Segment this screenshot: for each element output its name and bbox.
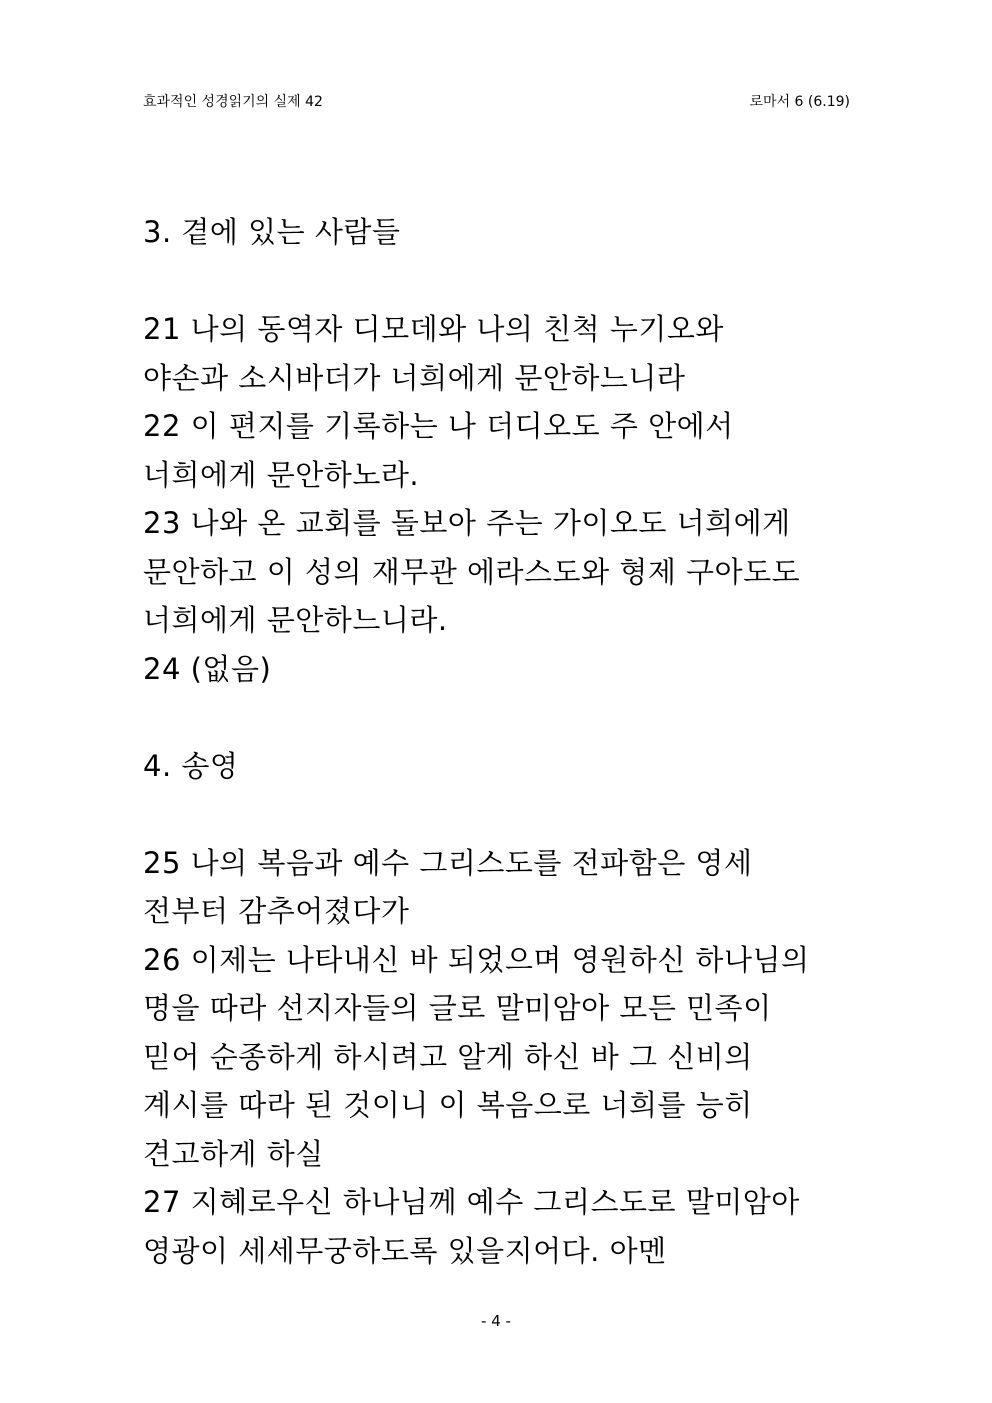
verse-line: 명을 따라 선지자들의 글로 말미암아 모든 민족이	[143, 991, 772, 1025]
verse-line: 계시를 따라 된 것이니 이 복음으로 너희를 능히	[143, 1088, 753, 1122]
verse-line: 21 나의 동역자 디모데와 나의 친척 누기오와	[143, 312, 724, 346]
verse-line: 전부터 감추어졌다가	[143, 894, 410, 928]
section-heading-4: 4. 송영	[143, 748, 239, 783]
header-chapter: 로마서 6 (6.19)	[749, 94, 850, 110]
verse-line: 영광이 세세무궁하도록 있을지어다. 아멘	[143, 1233, 667, 1268]
verse-line: 믿어 순종하게 하시려고 알게 하신 바 그 신비의	[143, 1039, 753, 1074]
verse-line: 견고하게 하실	[143, 1136, 324, 1171]
verse-line: 26 이제는 나타내신 바 되었으며 영원하신 하나님의	[143, 942, 810, 977]
spacer	[143, 693, 863, 742]
verse-line: 문안하고 이 성의 재무관 에라스도와 형제 구아도도	[143, 554, 801, 589]
page-body	[143, 208, 863, 1275]
verse-line: 24 (없음)	[143, 651, 272, 686]
verse-line: 야손과 소시바더가 너희에게 문안하느니라	[143, 360, 686, 395]
verse-line: 25 나의 복음과 예수 그리스도를 전파함은 영세	[143, 845, 753, 880]
spacer	[143, 257, 863, 306]
verse-line: 22 이 편지를 기록하는 나 더디오도 주 안에서	[143, 409, 734, 443]
verse-line: 너희에게 문안하느니라.	[143, 603, 448, 637]
section-heading-3: 3. 곁에 있는 사람들	[143, 215, 401, 249]
verse-line: 너희에게 문안하노라.	[143, 457, 420, 492]
page-header	[143, 92, 850, 112]
verse-line: 23 나와 온 교회를 돌보아 주는 가이오도 너희에게	[143, 506, 791, 540]
verse-line: 27 지혜로우신 하나님께 예수 그리스도로 말미암아	[143, 1185, 800, 1219]
page-number: - 4 -	[481, 1312, 511, 1330]
header-title: 효과적인 성경읽기의 실제 42	[143, 94, 323, 110]
spacer	[143, 790, 863, 839]
